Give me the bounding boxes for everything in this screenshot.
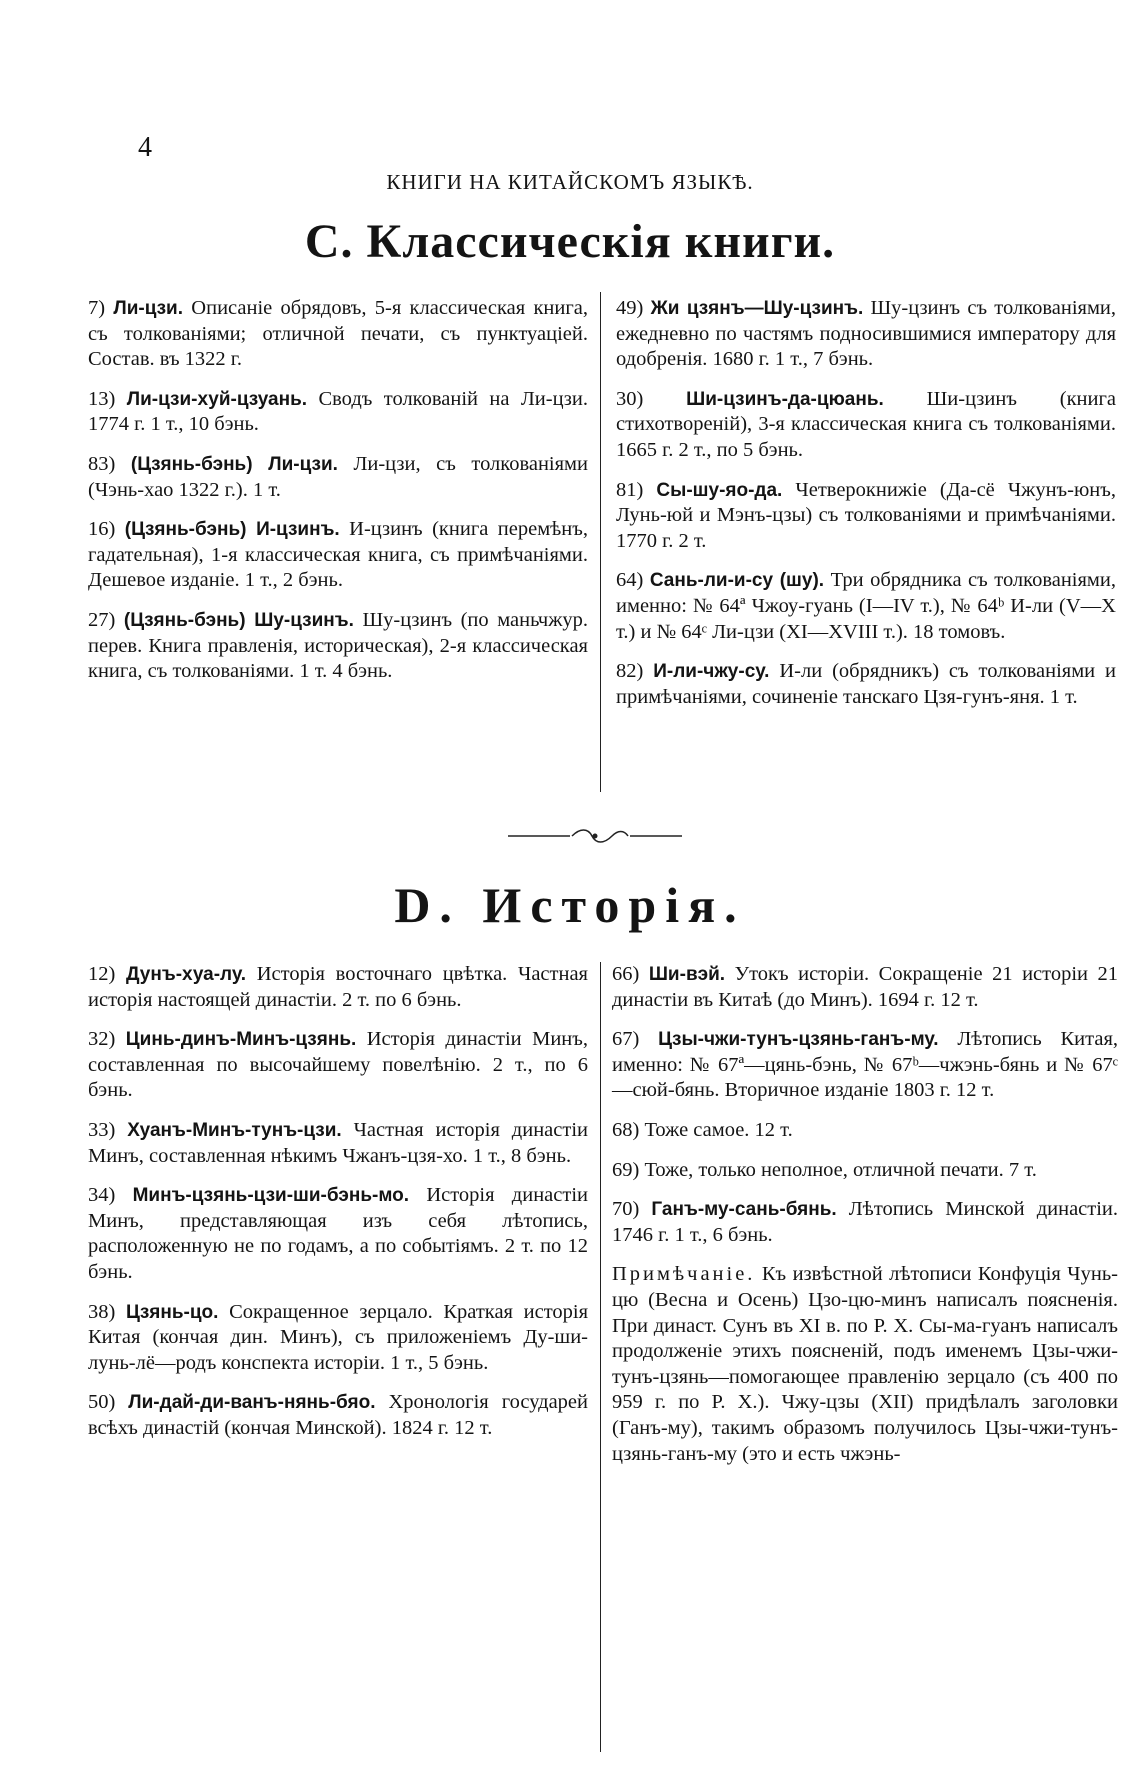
catalog-entry bbox=[612, 1027, 1118, 1104]
entry-text: Лѣтопись Китая, именно: № 67ª—цянь-бэнь, № 67ᵇ—чжэнь-бянь и № 67ᶜ—сюй-бянь. Вторичное изданіе 1803 г. 12 т. bbox=[612, 1028, 1119, 1102]
catalog-entry bbox=[88, 1300, 588, 1377]
entry-text: Тоже, только неполное, отличной печати. 7 т. bbox=[644, 1158, 1037, 1181]
catalog-entry bbox=[88, 1118, 588, 1169]
entry-text: Ли-цзи, съ толкованіями (Чэнь-хао 1322 г.). 1 т. bbox=[88, 452, 588, 501]
entry-title: Ли-цзи. bbox=[113, 298, 184, 319]
catalog-entry bbox=[88, 452, 588, 503]
entry-text: Сводъ толкованій на Ли-цзи. 1774 г. 1 т., 10 бэнь. bbox=[88, 387, 588, 436]
entry-title: Ши-цзинъ-да-цюань. bbox=[686, 388, 884, 410]
section-c-left-column bbox=[88, 296, 588, 699]
entry-text: Утокъ исторіи. Сокращеніе 21 исторіи 21 династіи въ Китаѣ (до Минъ). 1694 г. 12 т. bbox=[612, 963, 1119, 1011]
entry-title: Цзянь-цо. bbox=[125, 1301, 219, 1323]
entry-text: Сокращенное зерцало. Краткая исторія Китая (кончая дин. Минъ), съ приложеніемъ Ду-ши-лунь-лё—родъ конспекта исторіи. 1 т., 5 бэнь. bbox=[88, 1300, 589, 1374]
entry-number: 68) bbox=[612, 1118, 640, 1141]
section-c-title: С. Классическія книги. bbox=[304, 215, 836, 268]
catalog-entry bbox=[88, 962, 588, 1013]
catalog-entry bbox=[612, 1197, 1118, 1248]
section-c-right-column bbox=[616, 296, 1116, 724]
column-divider bbox=[600, 962, 601, 1752]
entry-title: Ганъ-му-сань-бянь. bbox=[651, 1199, 837, 1221]
running-head: КНИГИ НА КИТАЙСКОМЪ ЯЗЫКѢ. bbox=[386, 170, 754, 194]
entry-title: И-ли-чжу-су. bbox=[653, 661, 770, 683]
entry-number: 34) bbox=[88, 1184, 116, 1207]
entry-number: 7) bbox=[88, 297, 106, 319]
entry-title: Дунъ-хуа-лу. bbox=[126, 964, 247, 985]
catalog-entry bbox=[88, 1390, 588, 1441]
entry-title: Цинь-динъ-Минъ-цзянь. bbox=[125, 1029, 357, 1051]
entry-number: 83) bbox=[88, 452, 116, 475]
section-d-right-column bbox=[612, 962, 1118, 1481]
entry-number: 27) bbox=[88, 608, 116, 631]
entry-title: Минъ-цзянь-цзи-ши-бэнь-мо. bbox=[132, 1185, 410, 1207]
entry-text: Частная исторія династіи Минъ, составленная нѣкимъ Чжанъ-цзя-хо. 1 т., 8 бэнь. bbox=[88, 1118, 589, 1167]
entry-text: Тоже самое. 12 т. bbox=[644, 1118, 793, 1141]
page-number: 4 bbox=[138, 132, 152, 163]
entry-number: 67) bbox=[612, 1028, 640, 1051]
entry-text: И-ли (обрядникъ) съ толкованіями и примѣчаніями, сочиненіе танскаго Цзя-гунъ-яня. 1 т. bbox=[616, 660, 1117, 708]
catalog-entry bbox=[88, 387, 588, 438]
catalog-entry bbox=[88, 1183, 588, 1285]
entry-title: Цзы-чжи-тунъ-цзянь-ганъ-му. bbox=[658, 1029, 939, 1051]
entry-number: 13) bbox=[88, 387, 116, 410]
entry-title: Сы-шу-яо-да. bbox=[656, 479, 783, 501]
section-d-left-column bbox=[88, 962, 588, 1456]
entry-number: 38) bbox=[88, 1300, 116, 1323]
entry-text: Шу-цзинъ съ толкованіями, ежедневно по частямъ подносившимися императору для одобренія. 1680 г. 1 т., 7 бэнь. bbox=[616, 297, 1117, 371]
entry-number: 82) bbox=[616, 660, 644, 683]
entry-number: 50) bbox=[88, 1391, 116, 1414]
entry-text: Шу-цзинъ (по маньчжур. перев. Книга правленія, историческая), 2-я классическая книга, съ толкованіями. 1 т. 4 бэнь. bbox=[88, 608, 588, 683]
catalog-entry bbox=[88, 296, 588, 373]
catalog-entry bbox=[88, 608, 588, 685]
entry-text: Описаніе обрядовъ, 5-я классическая книга, съ толкованіями; отличной печати, съ пунктуаціей. Состав. въ 1322 г. bbox=[88, 297, 588, 371]
catalog-entry bbox=[88, 517, 588, 594]
catalog-entry bbox=[616, 478, 1116, 555]
entry-number: 32) bbox=[88, 1028, 116, 1051]
entry-number: 81) bbox=[616, 478, 644, 501]
catalog-entry bbox=[612, 1158, 1118, 1184]
entry-number: 69) bbox=[612, 1158, 640, 1181]
catalog-entry bbox=[616, 568, 1116, 645]
entry-title: Хуанъ-Минъ-тунъ-цзи. bbox=[127, 1119, 342, 1141]
catalog-entry bbox=[616, 296, 1116, 373]
section-d-title: D. Исторія. bbox=[394, 877, 746, 933]
entry-number: 12) bbox=[88, 963, 116, 985]
entry-text: Три обрядника съ толкованіями, именно: № 64ª Чжоу-гуань (I—IV т.), № 64ᵇ И-ли (V—X т.) и № 64ᶜ Ли-цзи (XI—XVIII т.). 18 томовъ. bbox=[616, 569, 1117, 643]
catalog-entry bbox=[88, 1027, 588, 1104]
entry-title: Сань-ли-и-су (шу). bbox=[649, 570, 825, 592]
entry-number: 64) bbox=[616, 569, 644, 592]
catalog-entry bbox=[612, 1118, 1118, 1144]
entry-text: Лѣтопись Минской династіи. 1746 г. 1 т., 6 бэнь. bbox=[612, 1198, 1119, 1246]
entry-text: Ши-цзинъ (книга стихотвореній), 3-я классическая книга съ толкованіями. 1665 г. 2 т., по 5 бэнь. bbox=[616, 387, 1116, 461]
ornament-divider bbox=[500, 826, 690, 846]
entry-title: Жи цзянъ—Шу-цзинъ. bbox=[650, 298, 864, 319]
catalog-entry bbox=[616, 659, 1116, 710]
entry-text: Исторія династіи Минъ, представляющая изъ себя лѣтопись, расположенную не по годамъ, а по событіямъ. 2 т. по 12 бэнь. bbox=[88, 1184, 588, 1283]
footnote-label: Примѣчаніе. bbox=[612, 1263, 756, 1286]
footnote-text: Къ извѣстной лѣтописи Конфуція Чунь-цю (Весна и Осень) Цзо-цю-минъ написалъ поясненія. При династ. Сунъ въ XI в. по Р. Х. Сы-ма-гуанъ написалъ продолженіе этихъ поясненій, подъ именемъ Цзы-чжи-тунъ-цзянь—помогающее правленію зерцало (съ 400 по 959 г. по Р. Х.). Чжу-цзы (XII) придѣлалъ заголовки (Ганъ-му), такимъ образомъ получилось Цзы-чжи-тунъ-цзянь-ганъ-му (это и есть чжэнь- bbox=[612, 1263, 1118, 1465]
entry-text: Хронологія государей всѣхъ династій (кончая Минской). 1824 г. 12 т. bbox=[88, 1391, 588, 1439]
footnote bbox=[612, 1262, 1118, 1467]
column-divider bbox=[600, 292, 601, 792]
entry-title: (Цзянь-бэнь) Шу-цзинъ. bbox=[123, 609, 354, 631]
entry-number: 49) bbox=[616, 297, 644, 319]
entry-title: Ли-дай-ди-ванъ-нянь-бяо. bbox=[128, 1392, 376, 1414]
entry-number: 16) bbox=[88, 518, 116, 541]
catalog-entry bbox=[616, 387, 1116, 464]
entry-text: И-цзинъ (книга перемѣнъ, гадательная), 1-я классическая книга, съ примѣчаніями. Дешевое изданіе. 1 т., 2 бэнь. bbox=[88, 518, 589, 592]
entry-title: Ши-вэй. bbox=[648, 964, 726, 985]
entry-number: 30) bbox=[616, 387, 644, 410]
entry-number: 66) bbox=[612, 963, 640, 985]
entry-text: Исторія восточнаго цвѣтка. Частная исторія настоящей династіи. 2 т. по 6 бэнь. bbox=[88, 963, 588, 1011]
entry-text: Исторія династіи Минъ, составленная по высочайшему повелѣнію. 2 т., по 6 бэнь. bbox=[88, 1028, 588, 1102]
entry-title: Ли-цзи-хуй-цзуань. bbox=[126, 388, 308, 410]
catalog-entry bbox=[612, 962, 1118, 1013]
entry-title: (Цзянь-бэнь) Ли-цзи. bbox=[130, 453, 338, 475]
entry-number: 33) bbox=[88, 1118, 116, 1141]
entry-number: 70) bbox=[612, 1198, 640, 1221]
entry-text: Четверокнижіе (Да-сё Чжунъ-юнъ, Лунь-юй и Мэнъ-цзы) съ толкованіями и примѣчаніями. 1770 г. 2 т. bbox=[616, 478, 1116, 552]
entry-title: (Цзянь-бэнь) И-цзинъ. bbox=[124, 519, 340, 541]
